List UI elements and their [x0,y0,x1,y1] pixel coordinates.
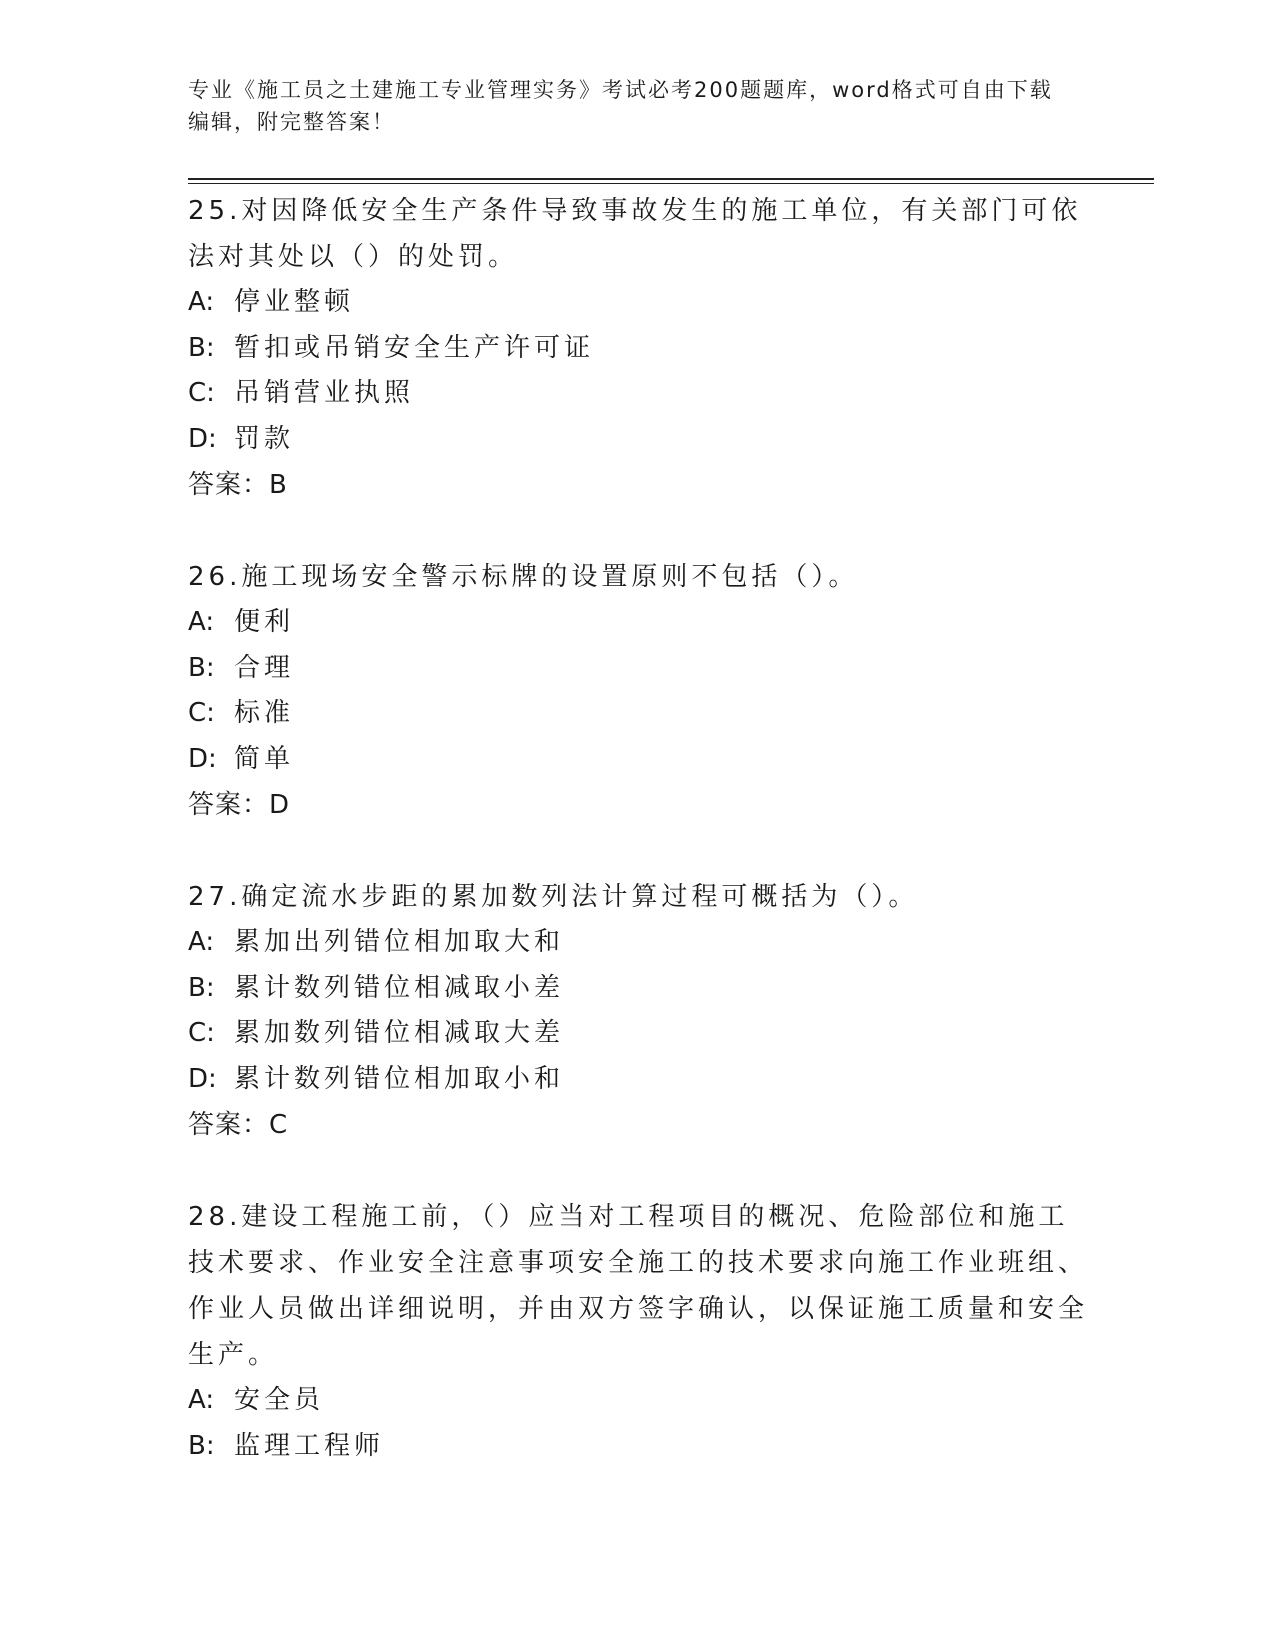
document-header: 专业《施工员之土建施工专业管理实务》考试必考200题题库，word格式可自由下载编辑，附完整答案！ [188,78,1053,134]
option-letter: A: [188,927,215,957]
question-27 [188,874,1088,1148]
answer: 答案：B [188,470,288,500]
option-b [188,646,1088,692]
option-a [188,920,1088,966]
question-stem: 25.对因降低安全生产条件导致事故发生的施工单位，有关部门可依法对其处以（）的处罚。 [188,196,1082,272]
header-divider-thin [188,183,1154,184]
option-d [188,737,1088,783]
option-b [188,326,1088,372]
option-d [188,1057,1088,1103]
option-b [188,966,1088,1012]
option-letter: B: [188,652,215,683]
option-letter: A: [188,607,215,637]
option-text: 累加数列错位相减取大差 [234,1018,565,1048]
option-text: 便利 [234,607,295,637]
option-letter: D: [188,1063,217,1094]
option-text: 合理 [234,652,295,683]
option-text: 累计数列错位相加取小和 [234,1063,565,1094]
answer: 答案：C [188,1110,289,1140]
answer: 答案：D [188,790,291,820]
option-text: 累加出列错位相加取大和 [234,927,565,957]
question-26 [188,554,1088,828]
option-c [188,1011,1088,1057]
question-stem: 28.建设工程施工前，（）应当对工程项目的概况、危险部位和施工技术要求、作业安全注意事项安全施工的技术要求向施工作业班组、作业人员做出详细说明，并由双方签字确认，以保证施工质量和安全生产。 [188,1202,1089,1370]
option-letter: B: [188,1430,215,1461]
option-letter: B: [188,972,215,1003]
option-text: 累计数列错位相减取小差 [234,972,565,1003]
option-letter: C: [188,698,215,728]
option-c [188,691,1088,737]
option-letter: B: [188,332,215,363]
option-text: 安全员 [234,1385,325,1415]
question-28 [188,1194,1088,1469]
option-letter: D: [188,743,217,774]
question-list [188,188,1088,1515]
option-b [188,1424,1088,1470]
option-c [188,371,1088,417]
question-stem: 27.确定流水步距的累加数列法计算过程可概括为（）。 [188,882,919,912]
option-letter: A: [188,1385,215,1415]
option-text: 罚款 [234,423,295,454]
option-text: 停业整顿 [234,287,355,317]
question-stem: 26.施工现场安全警示标牌的设置原则不包括（）。 [188,562,859,592]
option-letter: C: [188,1018,215,1048]
option-text: 暂扣或吊销安全生产许可证 [234,332,595,363]
option-text: 吊销营业执照 [234,378,415,408]
question-25 [188,188,1088,508]
option-text: 标准 [234,698,295,728]
option-d [188,417,1088,463]
option-letter: D: [188,423,217,454]
option-text: 监理工程师 [234,1430,385,1461]
option-letter: C: [188,378,215,408]
option-a [188,600,1088,646]
header-divider-thick [188,178,1154,180]
option-a [188,280,1088,326]
option-a [188,1378,1088,1424]
option-letter: A: [188,287,215,317]
option-text: 简单 [234,743,295,774]
